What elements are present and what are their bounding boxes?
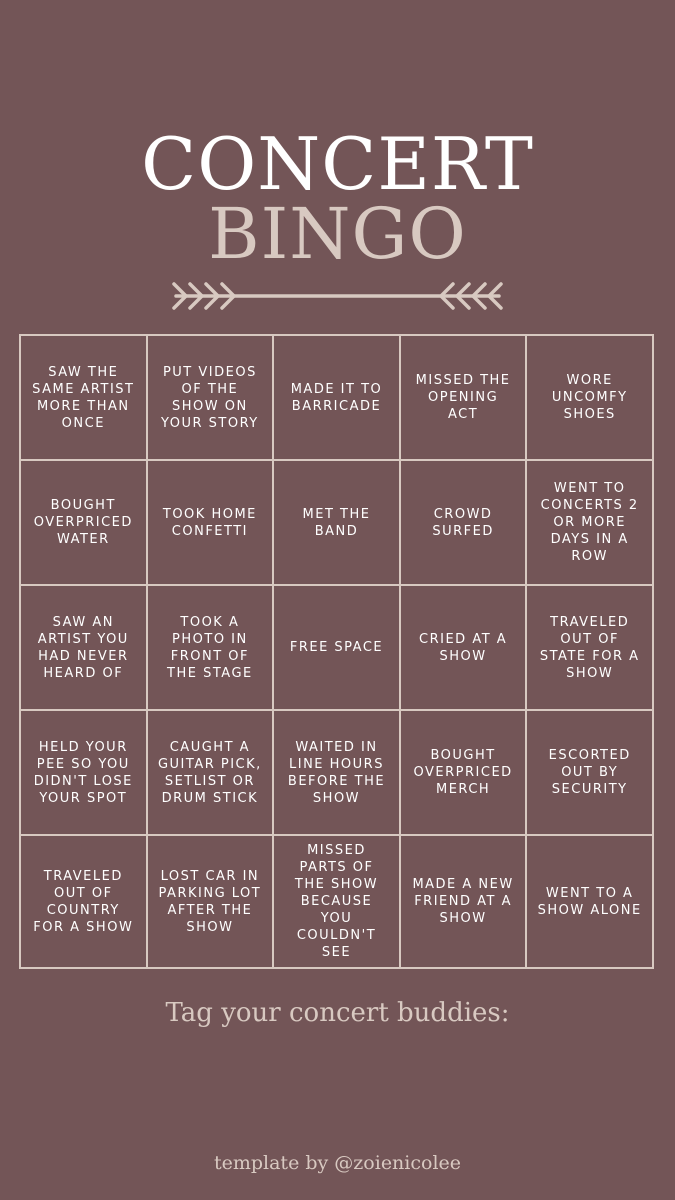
- bingo-cell[interactable]: [20, 460, 147, 585]
- bingo-cell[interactable]: [400, 460, 527, 585]
- bingo-cell[interactable]: [526, 335, 653, 460]
- bingo-card: [19, 334, 654, 969]
- bingo-cell-text: HELD YOUR PEE SO YOU DIDN'T LOSE YOUR SPOT: [33, 739, 133, 806]
- bingo-cell[interactable]: [273, 460, 400, 585]
- bingo-cell[interactable]: [400, 335, 527, 460]
- bingo-cell-text: CROWD SURFED: [432, 506, 494, 539]
- bingo-cell[interactable]: [526, 585, 653, 710]
- bingo-cell-text: TRAVELED OUT OF COUNTRY FOR A SHOW: [33, 868, 134, 935]
- title-bingo: BINGO: [208, 193, 467, 275]
- bingo-cell[interactable]: [273, 335, 400, 460]
- bingo-cell-text: ESCORTED OUT BY SECURITY: [548, 748, 631, 797]
- bingo-cell[interactable]: [20, 585, 147, 710]
- bingo-cell-text: MISSED PARTS OF THE SHOW BECAUSE YOU COULDN'T SEE: [294, 843, 379, 960]
- tag-prompt: Tag your concert buddies:: [165, 998, 510, 1028]
- bingo-cell[interactable]: [20, 835, 147, 968]
- bingo-cell[interactable]: [526, 710, 653, 835]
- double-arrow-divider-icon: [170, 276, 505, 316]
- bingo-cell-text: TRAVELED OUT OF STATE FOR A SHOW: [539, 614, 640, 681]
- bingo-cell-text: FREE SPACE: [289, 640, 384, 655]
- bingo-cell-text: CAUGHT A GUITAR PICK, SETLIST OR DRUM STICK: [157, 739, 262, 806]
- bingo-cell-text: PUT VIDEOS OF THE SHOW ON YOUR STORY: [161, 364, 259, 431]
- bingo-cell[interactable]: [20, 335, 147, 460]
- bingo-cell-text: CRIED AT A SHOW: [419, 631, 508, 664]
- bingo-cell[interactable]: [147, 710, 274, 835]
- bingo-cell-text: WAITED IN LINE HOURS BEFORE THE SHOW: [287, 739, 386, 806]
- bingo-cell-text: SAW AN ARTIST YOU HAD NEVER HEARD OF: [37, 614, 129, 681]
- bingo-cell[interactable]: [147, 835, 274, 968]
- bingo-cell[interactable]: [400, 835, 527, 968]
- bingo-cell[interactable]: [273, 835, 400, 968]
- bingo-cell[interactable]: [526, 460, 653, 585]
- template-credit: template by @zoienicolee: [213, 1152, 462, 1174]
- bingo-cell-text: WENT TO A SHOW ALONE: [537, 885, 642, 918]
- bingo-cell-text: MISSED THE OPENING ACT: [415, 373, 511, 422]
- bingo-cell-text: BOUGHT OVERPRICED WATER: [33, 498, 133, 547]
- bingo-cell[interactable]: [526, 835, 653, 968]
- bingo-cell-text: MET THE BAND: [302, 506, 371, 539]
- bingo-cell[interactable]: [273, 710, 400, 835]
- bingo-cell-text: LOST CAR IN PARKING LOT AFTER THE SHOW: [158, 868, 262, 935]
- bingo-cell[interactable]: [147, 585, 274, 710]
- bingo-cell-text: WENT TO CONCERTS 2 OR MORE DAYS IN A ROW: [540, 481, 639, 564]
- bingo-cell[interactable]: [147, 460, 274, 585]
- bingo-cell-text: BOUGHT OVERPRICED MERCH: [413, 748, 513, 797]
- bingo-cell-text: MADE IT TO BARRICADE: [290, 381, 383, 414]
- title-concert: CONCERT: [141, 122, 534, 206]
- bingo-cell[interactable]: [147, 335, 274, 460]
- bingo-cell-free-space[interactable]: [273, 585, 400, 710]
- bingo-cell-text: TOOK HOME CONFETTI: [162, 506, 257, 539]
- bingo-cell-text: WORE UNCOMFY SHOES: [551, 373, 628, 422]
- bingo-cell-text: SAW THE SAME ARTIST MORE THAN ONCE: [32, 364, 135, 431]
- bingo-cell[interactable]: [400, 710, 527, 835]
- bingo-cell[interactable]: [20, 710, 147, 835]
- bingo-cell[interactable]: [400, 585, 527, 710]
- bingo-cell-text: MADE A NEW FRIEND AT A SHOW: [412, 877, 514, 926]
- bingo-cell-text: TOOK A PHOTO IN FRONT OF THE STAGE: [167, 614, 253, 681]
